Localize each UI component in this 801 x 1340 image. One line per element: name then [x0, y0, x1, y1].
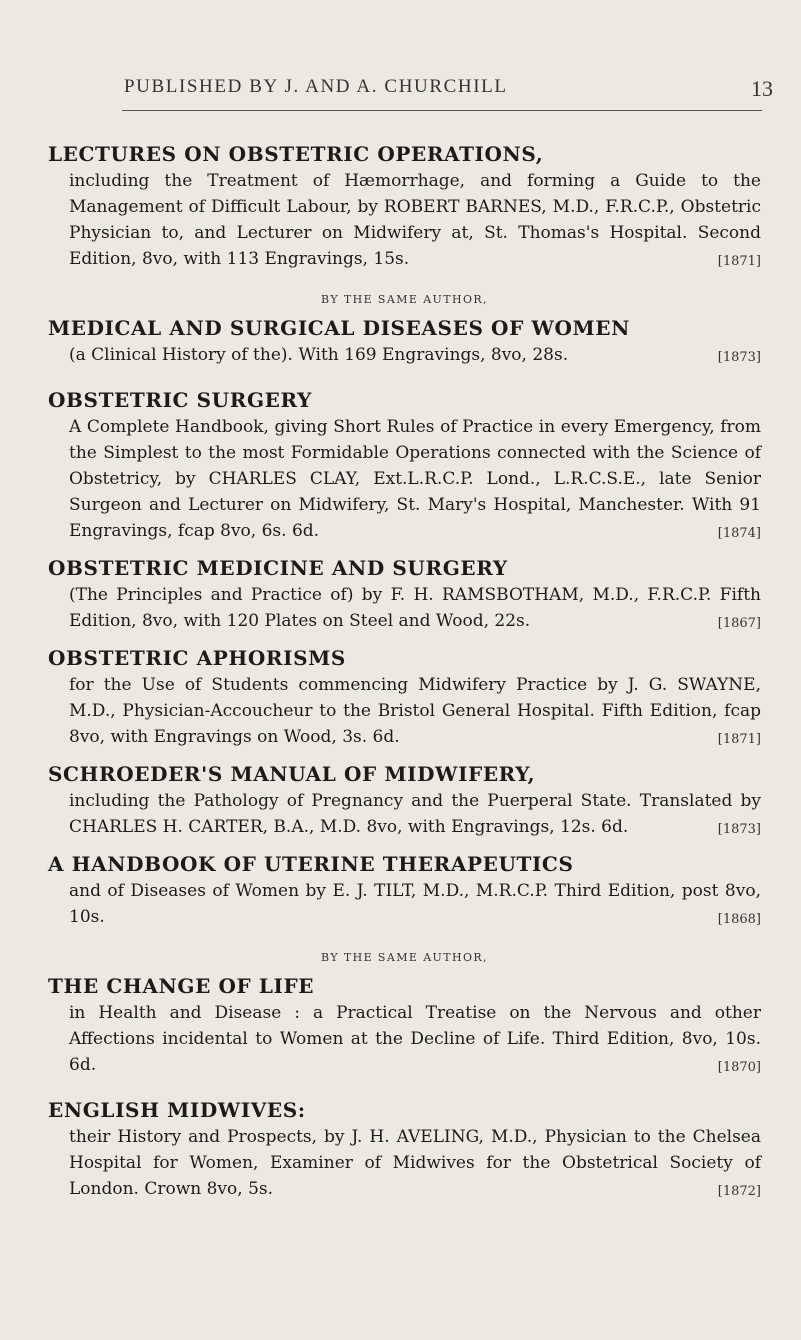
- running-title: PUBLISHED BY J. AND A. CHURCHILL: [124, 76, 508, 97]
- catalogue-entry: [48, 290, 761, 368]
- entry-year: [1870]: [717, 1060, 761, 1075]
- entry-description: [69, 1124, 761, 1202]
- catalogue-list: [48, 140, 761, 1212]
- entry-byline: BY THE SAME AUTHOR,: [321, 293, 488, 306]
- entry-description: [69, 414, 761, 544]
- entry-title: MEDICAL AND SURGICAL DISEASES OF WOMEN: [48, 316, 630, 340]
- entry-description-text: and of Diseases of Women by E. J. TILT, M.D., M.R.C.P. Third Edition, post 8vo, 10s.: [69, 881, 761, 927]
- entry-description-text: (The Principles and Practice of) by F. H. RAMSBOTHAM, M.D., F.R.C.P. Fifth Edition, 8vo, with 120 Plates on Steel and Wood, 22s.: [69, 585, 761, 631]
- catalogue-entry: [48, 554, 761, 634]
- entry-description: [69, 788, 761, 840]
- entry-year: [1871]: [717, 732, 761, 747]
- entry-title: SCHROEDER'S MANUAL OF MIDWIFERY,: [48, 762, 536, 786]
- entry-description-text: including the Treatment of Hæmorrhage, and forming a Guide to the Management of Difficult Labour, by ROBERT BARNES, M.D., F.R.C.P., Obstetric Physician to, and Lecturer on Midwifery at, St. Thomas's Hospital. Second Edition, 8vo, with 113 Engravings, 15s.: [69, 171, 761, 269]
- entry-title: THE CHANGE OF LIFE: [48, 974, 315, 998]
- entry-year: [1867]: [717, 616, 761, 631]
- entry-description-text: in Health and Disease : a Practical Treatise on the Nervous and other Affections incidental to Women at the Decline of Life. Third Edition, 8vo, 10s. 6d.: [69, 1003, 761, 1075]
- entry-description-text: for the Use of Students commencing Midwifery Practice by J. G. SWAYNE, M.D., Physician-Accoucheur to the Bristol General Hospital. Fifth Edition, fcap 8vo, with Engravings on Wood, 3s. 6d.: [69, 675, 761, 747]
- catalogue-entry: [48, 1096, 761, 1202]
- entry-year: [1868]: [717, 912, 761, 927]
- header-rule: [122, 110, 762, 111]
- catalogue-entry: [48, 760, 761, 840]
- entry-description-text: including the Pathology of Pregnancy and the Puerperal State. Translated by CHARLES H. CARTER, B.A., M.D. 8vo, with Engravings, 12s. 6d.: [69, 791, 761, 837]
- entry-description: [69, 878, 761, 930]
- entry-byline: BY THE SAME AUTHOR,: [321, 951, 488, 964]
- entry-description: [69, 672, 761, 750]
- entry-description: [69, 1000, 761, 1078]
- entry-description: [69, 342, 761, 368]
- entry-year: [1873]: [717, 822, 761, 837]
- catalogue-entry: [48, 644, 761, 750]
- entry-title: OBSTETRIC SURGERY: [48, 388, 312, 412]
- entry-description-text: A Complete Handbook, giving Short Rules of Practice in every Emergency, from the Simplest to the most Formidable Operations connected with the Science of Obstetricy, by CHARLES CLAY, Ext.L.R.C.P. Lond., L.R.C.S.E., late Senior Surgeon and Lecturer on Midwifery, St. Mary's Hospital, Manchester. With 91 Engravings, fcap 8vo, 6s. 6d.: [69, 417, 761, 541]
- entry-title: OBSTETRIC MEDICINE AND SURGERY: [48, 556, 508, 580]
- entry-year: [1873]: [717, 350, 761, 365]
- entry-description: [69, 582, 761, 634]
- entry-year: [1871]: [717, 254, 761, 269]
- entry-description-text: (a Clinical History of the). With 169 Engravings, 8vo, 28s.: [69, 345, 569, 365]
- running-head: [0, 76, 801, 102]
- catalogue-entry: [48, 850, 761, 930]
- entry-title: A HANDBOOK OF UTERINE THERAPEUTICS: [48, 852, 574, 876]
- catalogue-entry: [48, 386, 761, 544]
- entry-year: [1872]: [717, 1184, 761, 1199]
- catalogue-entry: [48, 140, 761, 272]
- entry-title: LECTURES ON OBSTETRIC OPERATIONS,: [48, 142, 544, 166]
- entry-title: OBSTETRIC APHORISMS: [48, 646, 346, 670]
- entry-description: [69, 168, 761, 272]
- catalogue-entry: [48, 948, 761, 1078]
- entry-description-text: their History and Prospects, by J. H. AVELING, M.D., Physician to the Chelsea Hospital for Women, Examiner of Midwives for the Obstetrical Society of London. Crown 8vo, 5s.: [69, 1127, 761, 1199]
- entry-title: ENGLISH MIDWIVES:: [48, 1098, 306, 1122]
- entry-year: [1874]: [717, 526, 761, 541]
- page-number: 13: [751, 76, 773, 101]
